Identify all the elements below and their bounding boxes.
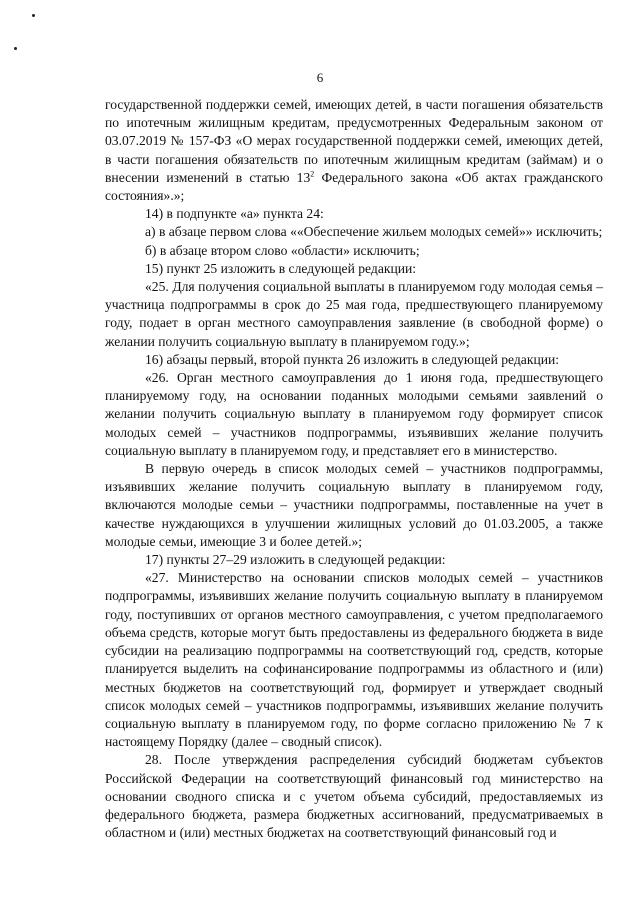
paragraph-item-15: 15) пункт 25 изложить в следующей редакции: [145,260,417,276]
scan-artifact [32,14,35,17]
paragraph-subitem-a: а) в абзаце первом слова ««Обеспечение жильем молодых семей»» исключить; [145,224,603,240]
paragraph-clause-25: «25. Для получения социальной выплаты в планируемом году молодая семья – участница подпрограммы в срок до 25 мая года, предшествующего планируемому году, подает в орган местного самоуправления заявление (в свободной форме) о желании получить социальную выплату в планируемом году.»; [105,279,603,349]
document-body [105,96,603,842]
paragraph-item-17: 17) пункты 27–29 изложить в следующей редакции: [145,552,446,568]
paragraph-continuation: государственной поддержки семей, имеющих детей, в части погашения обязательств по ипотечным жилищным кредитам, предусмотренных Федеральным законом от 03.07.2019 № 157-ФЗ «О мерах государственной поддержки семей, имеющих детей, в части погашения обязательств по ипотечным жилищным кредитам (займам) и о внесении изменений в статью $13^2$ Федерального закона «Об актах гражданского состояния».»; [105,97,603,204]
paragraph-clause-26: «26. Орган местного самоуправления до 1 июня года, предшествующего планируемому году, на основании поданных молодыми семьями заявлений о желании получить социальную выплату в планируемом году формирует список молодых семей – участников подпрограммы, изъявивших желание получить социальную выплату в планируемом году, и представляет его в министерство. [105,370,603,458]
paragraph-subitem-b: б) в абзаце втором слово «области» исключить; [145,242,420,258]
superscript: 2 [310,169,315,179]
paragraph-clause-28: 28. После утверждения распределения субсидий бюджетам субъектов Российской Федерации на соответствующий финансовый год министерство на основании сводного списка и с учетом объема субсидий, предоставляемых из федерального бюджета, размера бюджетных ассигнований, предусматриваемых в областном и (или) местных бюджетах на соответствующий финансовый год и [105,752,603,841]
paragraph-item-16: 16) абзацы первый, второй пункта 26 изложить в следующей редакции: [145,351,560,367]
paragraph-item-14: 14) в подпункте «а» пункта 24: [145,206,324,222]
paragraph-priority-list: В первую очередь в список молодых семей – участников подпрограммы, изъявивших желание получить социальную выплату в планируемом году, включаются молодые семьи – участники подпрограммы, поставленные на учет в качестве нуждающихся в улучшении жилищных условий до 01.03.2005, а также молодые семьи, имеющие 3 и более детей.»; [105,461,603,549]
scan-artifact [14,47,17,50]
page-number: 6 [316,70,324,85]
paragraph-clause-27: «27. Министерство на основании списков молодых семей – участников подпрограммы, изъявивших желание получить социальную выплату в планируемом году, поступивших от органов местного самоуправления, с учетом предполагаемого объема средств, которые могут быть предоставлены из федерального бюджета в виде субсидии на реализацию подпрограммы на соответствующий год, средств, которые планируется выделить на софинансирование подпрограммы из областного и (или) местных бюджетов на соответствующий год, формирует и утверждает сводный список молодых семей – участников подпрограммы, изъявивших желание получить социальную выплату в планируемом году, по форме согласно приложению № 7 к настоящему Порядку (далее – сводный список). [105,570,603,750]
